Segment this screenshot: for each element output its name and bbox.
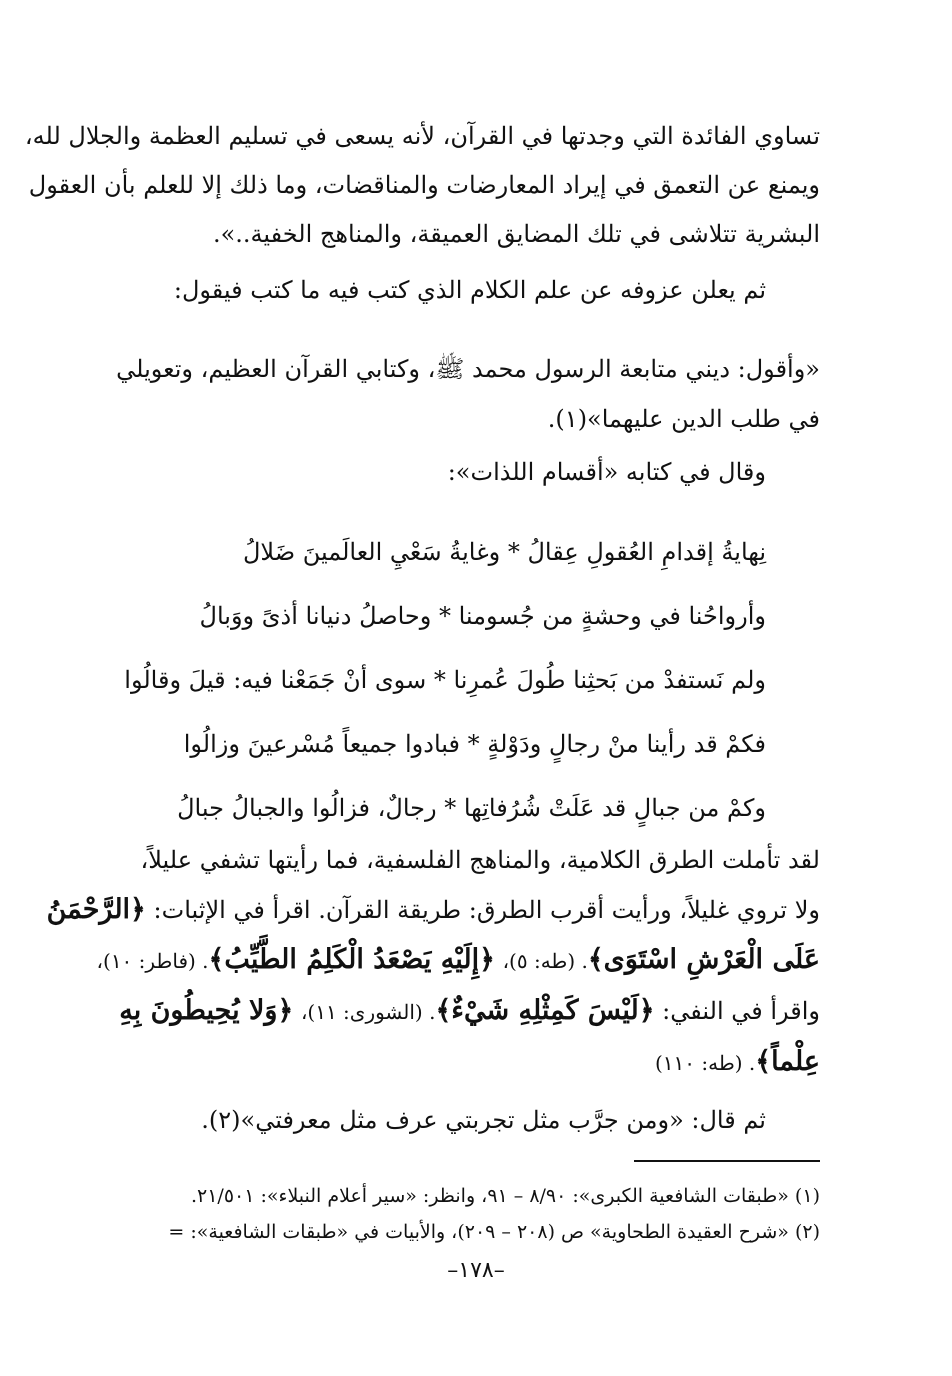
verse-reference: . (طه: ٥)، [502,949,588,973]
paragraph-text: ولا تروي غليلاً، ورأيت أقرب الطرق: طريقة القرآن. اقرأ في الإثبات: [153,896,820,924]
quran-verse: ﴿إِلَيْهِ يَصْعَدُ الْكَلِمُ الطَّيِّبُ﴾ [208,944,495,975]
verse-reference: . (الشورى: ١١)، [300,1000,436,1024]
footnotes [168,1178,820,1250]
quote-block [116,344,820,444]
paragraph-line: البشرية تتلاشى في تلك المضايق العميقة، والمناهج الخفية..». [212,220,820,248]
footnote: (١) «طبقات الشافعية الكبرى»: ٨/٩٠ – ٩١، وانظر: «سير أعلام النبلاء»: ٢١/٥٠١. [190,1185,820,1207]
quran-verse: عَلَى الْعَرْشِ اسْتَوَى﴾ [587,944,820,975]
poem-verse: فكمْ قد رأينا منْ رجالٍ ودَوْلةٍ * فبادوا جميعاً مُسْرعينَ وزالُوا [183,730,766,758]
book-title-line: وقال في كتابه «أقسام اللذات»: [447,458,766,486]
paragraph-line: تساوي الفائدة التي وجدتها في القرآن، لأنه يسعى في تسليم العظمة والجلال لله، [24,122,820,150]
poem-verse: وأرواحُنا في وحشةٍ من جُسومنا * وحاصلُ دنيانا أذىً ووَبالُ [199,602,766,630]
footnote: (٢) «شرح العقيدة الطحاوية» ص (٢٠٨ – ٢٠٩)، والأبيات في «طبقات الشافعية»: = [168,1221,820,1243]
paragraph-text: واقرأ في النفي: [662,997,820,1025]
poem [124,520,766,840]
bottom-paragraph [47,836,820,1088]
quran-verse: ﴿وَلا يُحِيطُونَ بِهِ [119,995,294,1026]
intro-line: ثم يعلن عزوفه عن علم الكلام الذي كتب فيه ما كتب فيقول: [173,276,766,304]
quran-verse: ﴿لَيْسَ كَمِثْلِهِ شَيْءٌ﴾ [435,995,655,1026]
closing-line: ثم قال: «ومن جرَّب مثل تجربتي عرف مثل معرفتي»(٢). [201,1106,766,1134]
quote-line: «وأقول: ديني متابعة الرسول محمد ﷺ، وكتابي القرآن العظيم، وتعويلي [116,355,820,383]
paragraph-line [47,986,820,1037]
poem-verse: نِهايةُ إقدامِ العُقولِ عِقالُ * وغايةُ سَعْيِ العالَمينَ ضَلالُ [242,538,766,566]
verse-reference: . (طه: ١١٠) [654,1051,756,1075]
verse-reference: . (فاطر: ١٠)، [96,949,209,973]
paragraph-line: لقد تأملت الطرق الكلامية، والمناهج الفلسفية، فما رأيتها تشفي عليلاً، [140,846,820,874]
quote-line: في طلب الدين عليهما»(١). [547,405,820,433]
paragraph-line [47,935,820,986]
top-paragraph [24,112,820,259]
paragraph-line [47,885,820,935]
page-number: –١٧٨– [447,1258,505,1283]
quran-verse: عِلْماً﴾ [755,1046,820,1077]
quran-verse: ﴿الرَّحْمَنُ [46,894,146,925]
paragraph-line [47,1037,820,1088]
poem-verse: ولم نَستفدْ من بَحثِنا طُولَ عُمرِنا * سوى أنْ جَمَعْنا فيه: قيلَ وقالُوا [124,666,766,694]
poem-verse: وكمْ من جبالٍ قد عَلَتْ شُرُفاتِها * رجالٌ، فزالُوا والجبالُ جبالُ [177,794,766,822]
footnote-divider [634,1160,820,1162]
paragraph-line: ويمنع عن التعمق في إيراد المعارضات والمناقضات، وما ذلك إلا للعلم بأن العقول [28,171,820,199]
